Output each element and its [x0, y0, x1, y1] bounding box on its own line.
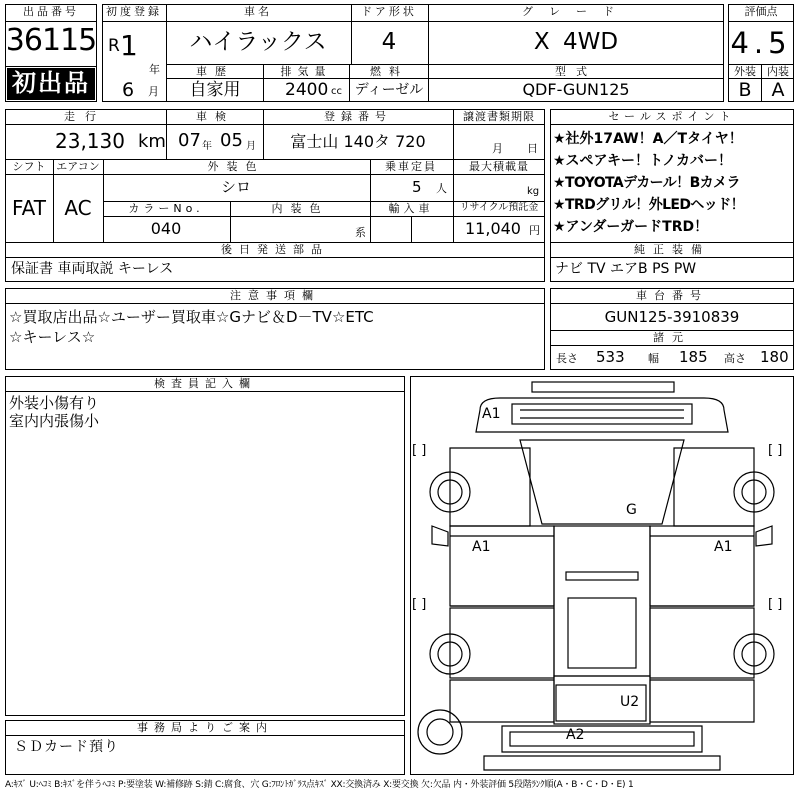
capacity: 5	[412, 178, 422, 196]
inspector-line-1: 外装小傷有り	[9, 394, 100, 412]
mark-rear-bumper: A2	[566, 727, 585, 743]
sales-point-1: ★社外17AW！A／Tタイヤ！	[553, 131, 743, 147]
displacement: 2400	[285, 80, 329, 100]
recycle-label: リサイクル預託金	[459, 202, 539, 213]
mileage: 23,130	[55, 129, 125, 153]
yen-unit: 円	[529, 224, 540, 237]
transfer-label: 譲渡書類期限	[463, 110, 535, 123]
mark-left-door: A1	[472, 539, 491, 555]
car-name-label: 車名	[244, 5, 272, 18]
ext-grade-label: 外装	[734, 65, 756, 78]
inspection-year: 07	[178, 130, 201, 151]
mark-right-door: A1	[714, 539, 733, 555]
sales-point-5: ★アンダーガードTRD！	[553, 219, 709, 235]
length-label: 長さ	[556, 352, 578, 365]
ac-label: エアコン	[56, 160, 100, 173]
int-grade-label: 内装	[767, 65, 789, 78]
mileage-label: 走行	[64, 110, 106, 123]
mark-hood: A1	[482, 406, 501, 422]
sales-point-2: ★スペアキー！トノカバー！	[553, 153, 733, 169]
office-note: ＳＤカード預り	[14, 739, 119, 755]
capacity-label: 乗車定員	[385, 160, 437, 173]
length: 533	[596, 348, 625, 366]
plate-number: 富士山 140タ 720	[290, 132, 426, 151]
cc-unit: cc	[331, 86, 342, 97]
history-label: 車歴	[196, 65, 234, 78]
person-unit: 人	[436, 182, 447, 195]
import-label: 輸入車	[388, 202, 434, 215]
km-unit: km	[138, 131, 166, 152]
score-label: 評価点	[744, 5, 778, 18]
interior-color-label: 内装色	[271, 202, 329, 215]
car-diagram	[410, 376, 794, 775]
equipment-label: 純正装備	[634, 243, 710, 256]
equipment: ナビ TV エアB PS PW	[555, 261, 697, 277]
bracket-right: [ ]	[768, 443, 783, 458]
lot-label: 出品番号	[23, 5, 79, 18]
bracket-right-lower: [ ]	[768, 597, 783, 612]
dimensions-label: 諸元	[653, 331, 691, 344]
ext-grade: B	[738, 79, 752, 101]
grade-label: グレード	[522, 5, 630, 18]
plate-label: 登録番号	[324, 110, 392, 123]
shift-label: シフト	[12, 160, 46, 173]
lot-number: 36115	[5, 23, 97, 58]
notes-line-1: ☆買取店出品☆ユーザー買取車☆Gナビ＆D－TV☆ETC	[9, 308, 374, 326]
inspection-month-unit: 月	[246, 141, 256, 152]
later-parts-label: 後日発送部品	[221, 243, 329, 256]
height-label: 高さ	[724, 352, 746, 365]
car-name: ハイラックス	[189, 29, 327, 55]
ac: AC	[64, 196, 92, 220]
model-code: QDF-GUN125	[522, 80, 630, 99]
color-label: 外装色	[207, 160, 265, 173]
later-parts: 保証書 車両取説 キーレス	[11, 261, 174, 277]
office-label: 事務局よりご案内	[137, 721, 273, 734]
transfer-day-unit: 日	[527, 142, 538, 155]
fuel-label: 燃料	[370, 65, 408, 78]
sales-point-3: ★TOYOTAデカール！Bカメラ	[553, 175, 740, 191]
chassis-label: 車台番号	[636, 289, 708, 302]
recycle-fee: 11,040	[465, 219, 521, 238]
chassis-number: GUN125-3910839	[604, 308, 740, 326]
notes-line-2: ☆キーレス☆	[9, 328, 96, 346]
first-listing-text: 初出品	[12, 69, 90, 97]
grade: X 4WD	[533, 29, 619, 55]
score: 4.5	[730, 26, 792, 60]
door-count: 4	[381, 29, 397, 55]
inspection-month: 05	[220, 130, 243, 151]
bracket-left-lower: [ ]	[412, 597, 427, 612]
bracket-left: [ ]	[412, 443, 427, 458]
sales-points-label: セールスポイント	[608, 110, 736, 123]
inspection-year-unit: 年	[202, 141, 212, 152]
door-label: ドア形状	[361, 5, 417, 18]
inspection-label: 車検	[196, 110, 234, 123]
width: 185	[679, 348, 708, 366]
year-unit: 年	[149, 63, 160, 76]
sales-point-4: ★TRDグリル！外LEDヘッド！	[553, 197, 745, 213]
inspector-line-2: 室内内張傷小	[9, 412, 100, 430]
height: 180	[760, 348, 789, 366]
model-label: 型式	[555, 65, 597, 78]
month-unit: 月	[148, 85, 159, 98]
color: シロ	[220, 178, 252, 196]
load-label: 最大積載量	[469, 160, 529, 173]
reg-label: 初度登録	[106, 5, 162, 18]
fuel: ディーゼル	[354, 82, 424, 98]
history: 自家用	[189, 80, 241, 100]
mark-windshield: G	[626, 502, 637, 518]
interior-color-unit: 系	[355, 226, 366, 239]
reg-month: 6	[122, 79, 135, 101]
color-no: 040	[150, 219, 182, 238]
mark-bed: U2	[620, 694, 640, 710]
shift: FAT	[11, 196, 47, 220]
notes-label: 注意事項欄	[230, 289, 320, 302]
color-no-label: カラーNo.	[128, 202, 204, 215]
reg-year: 1	[120, 29, 138, 62]
int-grade: A	[771, 79, 785, 101]
era: R	[108, 36, 120, 56]
kg-unit: kg	[527, 186, 540, 197]
legend: A:ｷｽﾞ U:ﾍｺﾐ B:ｷｽﾞを伴うﾍｺﾐ P:要塗装 W:補修跡 S:錆 C:腐食、穴 G:ﾌﾛﾝﾄｶﾞﾗｽ点ｷｽﾞ XX:交換済み X:要交換 欠:欠品 内・外装評価 5段階ﾗﾝｸ順(A・B・C・D・E) 1	[5, 780, 634, 790]
inspector-label: 検査員記入欄	[154, 377, 256, 390]
displacement-label: 排気量	[280, 65, 332, 78]
width-label: 幅	[648, 352, 659, 365]
transfer-month-unit: 月	[492, 142, 503, 155]
